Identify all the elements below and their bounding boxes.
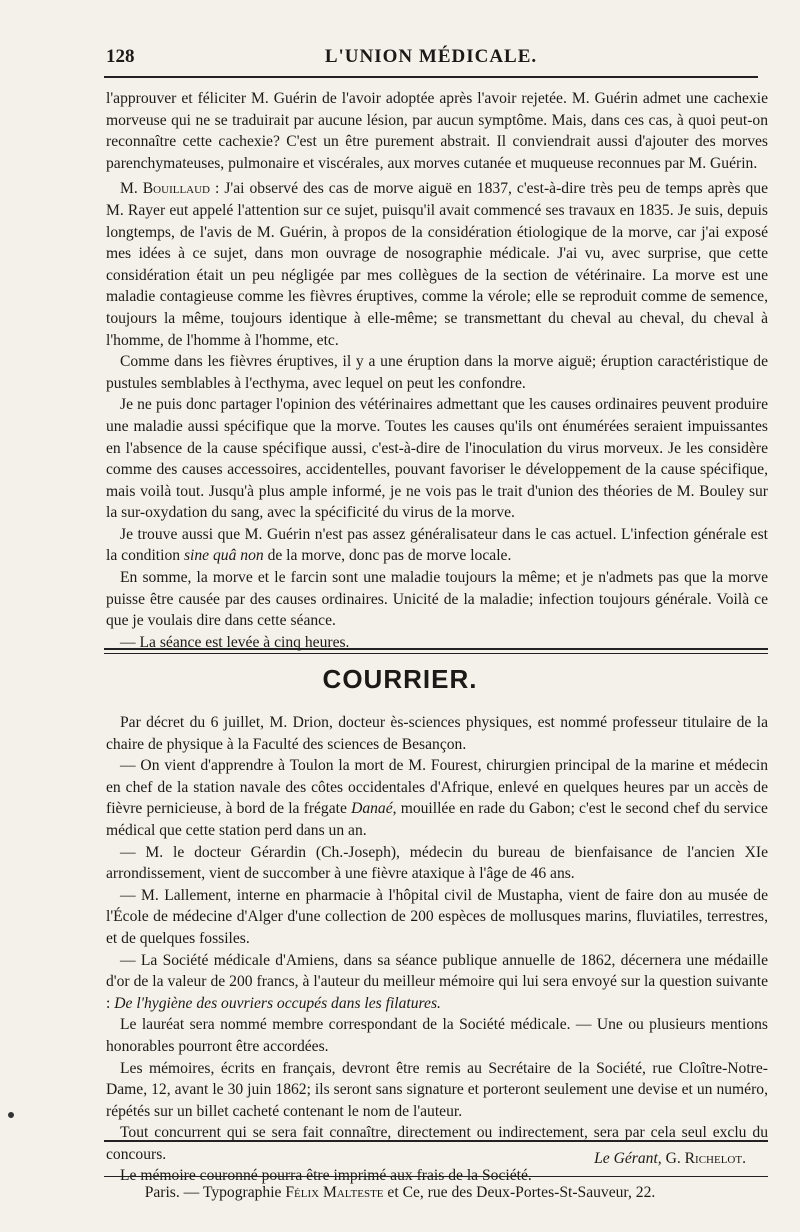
ship-name: Danaé — [351, 800, 393, 818]
latin-phrase: sine quâ non — [183, 547, 264, 565]
paragraph: Les mémoires, écrits en français, devront être remis au Secrétaire de la Société, rue Cloître-Notre-Dame, 12, avant le 30 juin 1862; ils seront sans signature et porteront seulement une devise et un numéro, répétés sur un billet cacheté contenant le nom de l'auteur. — [106, 1059, 768, 1120]
text-run: de la morve, donc pas de morve locale. — [263, 547, 512, 565]
paragraph: En somme, la morve et le farcin sont une maladie toujours la même; et je n'admets pas que la morve puisse être causée par des causes ordinaires. Unicité de la maladie; infection toujours générale. Voilà ce que je voulais dire dans cette séance. — [106, 569, 768, 630]
paragraph: — M. le docteur Gérardin (Ch.-Joseph), médecin du bureau de bienfaisance de l'ancien XIe arrondissement, vient de succomber à une fièvre ataxique à l'âge de 46 ans. — [106, 843, 768, 883]
margin-dot — [8, 1112, 14, 1118]
paragraph: Le lauréat sera nommé membre correspondant de la Société médicale. — Une ou plusieurs mentions honorables pourront être accordées. — [106, 1016, 768, 1055]
section-title: COURRIER. — [322, 664, 478, 694]
speaker-name: M. Bouillaud — [120, 180, 210, 198]
paragraph: Le mémoire couronné pourra être imprimé aux frais de la Société. — [120, 1167, 532, 1185]
text-run: Je trouve aussi que M. Guérin n'est pas assez généralisateur dans le cas actuel. L'infection générale est la condition — [106, 525, 768, 565]
page-number: 128 — [106, 46, 135, 67]
running-title: L'UNION MÉDICALE. — [324, 46, 538, 67]
page-header — [106, 40, 756, 70]
publisher-name: Félix Malteste — [285, 1184, 384, 1201]
session-report — [106, 88, 768, 653]
header-rule — [104, 76, 758, 78]
section-rule — [104, 653, 768, 654]
paragraph — [106, 178, 768, 351]
signature-name: G. Richelot. — [665, 1150, 746, 1167]
text-run: — On vient d'apprendre à Toulon la mort de M. Fourest, chirurgien principal de la marine et médecin en chef de la station navale des côtes occidentales d'Afrique, enlevé en quelques heures par un accès de fièvre pernicieuse, à bord de la frégate — [106, 757, 768, 818]
paragraph — [106, 524, 768, 567]
speaker-text: : J'ai observé des cas de morve aiguë en 1837, c'est-à-dire très peu de temps après que M. Rayer eut appelé l'attention sur ce sujet, puisqu'il avait commencé ses travaux en 1835. Je suis, depuis longtemps, de l'avis de M. Guérin, à propos de la considération étiologique de la morve, car j'ai exposé mes idées à ce sujet, dans mon ouvrage de nosographie médicale. J'ai vu, avec surprise, que cette considération était un peu négligée par mes collègues de la section de vétérinaire. La morve est une maladie contagieuse comme les fièvres éruptives, comme la vérole; elle se reproduit comme de semence, toujours la même, toujours identique à elle-même; se transmettant du cheval au cheval, du cheval à l'homme, de l'homme à l'homme, etc. — [106, 180, 768, 349]
paragraph — [106, 950, 768, 1015]
text-run: — La Société médicale d'Amiens, dans sa séance publique annuelle de 1862, décernera une médaille d'or de la valeur de 200 francs, à l'auteur du meilleur mémoire qui lui sera envoyé sur la question suivante : — [106, 951, 768, 1012]
signature-role: Le Gérant, — [594, 1150, 662, 1167]
paragraph: Comme dans les fièvres éruptives, il y a une éruption dans la morve aiguë; éruption caractéristique de pustules semblables à l'ecthyma, avec lequel on peut les confondre. — [106, 353, 768, 392]
paragraph: — M. Lallement, interne en pharmacie à l'hôpital civil de Mustapha, vient de faire don au musée de l'École de médecine d'Alger d'une collection de 200 espèces de mollusques marins, fluviatiles, terrestres, et de quelques fossiles. — [106, 886, 768, 947]
printer-imprint — [0, 1184, 800, 1202]
paragraph: Tout concurrent qui se sera fait connaître, directement ou indirectement, sera par cela seul exclu du concours. — [106, 1124, 768, 1163]
section-rule — [104, 648, 768, 650]
paragraph — [106, 755, 768, 841]
paragraph: l'approuver et féliciter M. Guérin de l'avoir adoptée après l'avoir rejetée. M. Guérin admet une cachexie morveuse qui ne se traduirait par aucune lésion, par aucun symptôme. Mais, dans ces cas, à quoi peut-on reconnaître cette cachexie? C'est un être purement abstrait. Il conviendrait aussi d'ajouter des morves parenchymateuses, pulmonaire et viscérales, aux morves cutanée et muqueuse reconnues par M. Guérin. — [106, 90, 768, 172]
question-title: De l'hygiène des ouvriers occupés dans les filatures. — [114, 994, 441, 1012]
imprint-rule — [104, 1176, 768, 1177]
paragraph: Je ne puis donc partager l'opinion des vétérinaires admettant que les causes ordinaires peuvent produire une maladie aussi spécifique que la morve. Toutes les causes qu'ils ont énumérées seraient impuissantes en l'absence de la cause spécifique aussi, c'est-à-dire de l'inoculation du virus morveux. Je les considère comme des causes accessoires, accidentelles, pouvant favoriser le développement de la cause spécifique, mais voilà tout. Jusqu'à plus ample informé, je ne vois pas le trait d'union des théories de M. Bouley sur la sur-oxydation du sang, avec la spécificité du virus de la morve. — [106, 396, 768, 522]
imprint-suffix: et Ce, rue des Deux-Portes-St-Sauveur, 22. — [383, 1184, 656, 1201]
paragraph: Par décret du 6 juillet, M. Drion, docteur ès-sciences physiques, est nommé professeur titulaire de la chaire de physique à la Faculté des sciences de Besançon. — [106, 714, 768, 753]
signature — [594, 1150, 746, 1168]
session-closing: — La séance est levée à cinq heures. — [120, 633, 350, 651]
text-run: , mouillée en rade du Gabon; c'est le second chef du service médical que cette station perd dans un an. — [106, 800, 768, 839]
courrier-section — [106, 712, 768, 1187]
footer-rule — [104, 1140, 768, 1142]
imprint-prefix: Paris. — Typographie — [144, 1184, 286, 1201]
